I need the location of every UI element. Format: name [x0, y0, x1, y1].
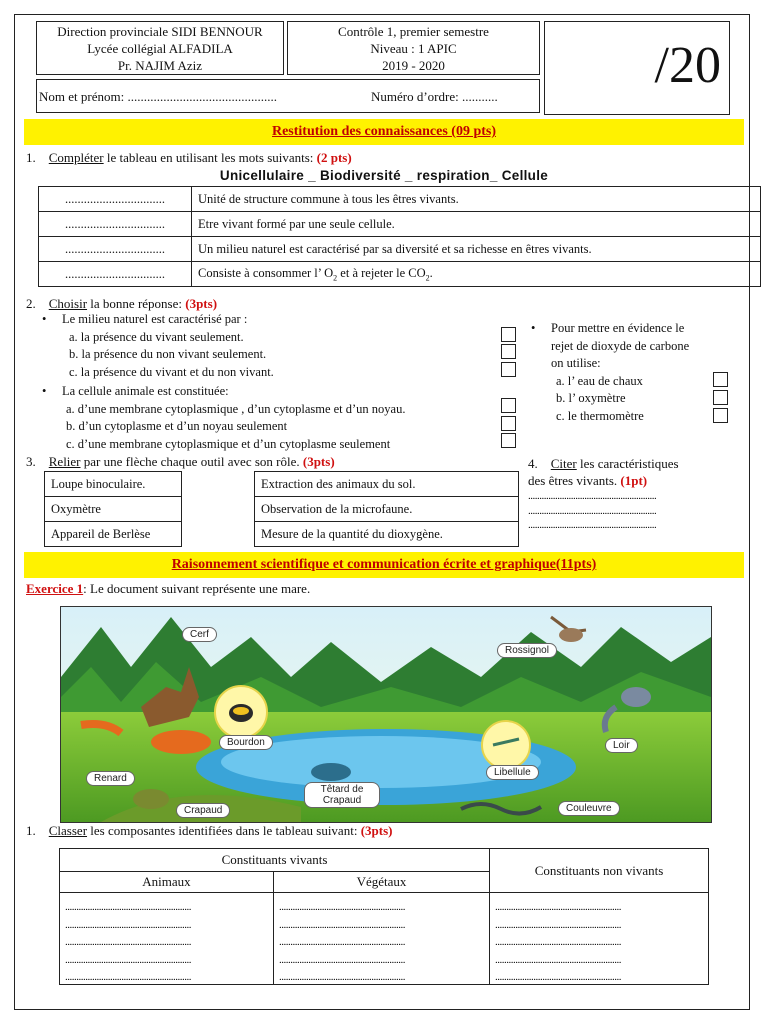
label-rossignol: Rossignol	[497, 643, 557, 658]
header-animals: Animaux	[60, 872, 274, 893]
exercise-1-intro: Exercice 1: Le document suivant représente une mare.	[26, 581, 311, 596]
label-loir: Loir	[605, 738, 638, 753]
mcq-option: a. d’une membrane cytoplasmique , d’un cytoplasme et d’un noyau.	[66, 401, 406, 416]
non-living-column[interactable]: ........................................................ ........................................................ ........................................................ ........................................................ ........................................................	[495, 901, 621, 983]
table-row	[39, 212, 761, 237]
question-3: 3. Relier par une flèche chaque outil avec son rôle. (3pts)	[26, 454, 335, 469]
exam-line: Niveau : 1 APIC	[370, 41, 457, 56]
mcq-question: rejet de dioxyde de carbone	[551, 338, 690, 353]
question-1: 1. Compléter le tableau en utilisant les mots suivants: (2 pts)	[26, 150, 352, 165]
exam-info	[287, 21, 540, 75]
answer-blank[interactable]: ................................	[39, 212, 192, 237]
mcq-question: on utilise:	[551, 356, 601, 370]
label-couleuvre: Couleuvre	[558, 801, 620, 816]
table-row	[39, 262, 761, 287]
mcq-option: b. d’un cytoplasme et d’un noyau seulement	[66, 419, 288, 433]
mcq-question: • Pour mettre en évidence le	[551, 320, 689, 338]
mcq-option: a. l’ eau de chaux	[556, 373, 643, 388]
label-libellule: Libellule	[486, 765, 539, 780]
answer-blank[interactable]: ................................	[39, 262, 192, 287]
school-line: Direction provinciale SIDI BENNOUR	[57, 24, 263, 39]
mcq-option: c. le thermomètre	[556, 408, 644, 423]
role-item[interactable]: Observation de la microfaune.	[255, 497, 519, 522]
answer-blank[interactable]: ................................	[39, 237, 192, 262]
school-line: Pr. NAJIM Aziz	[117, 58, 203, 73]
roles-table	[254, 471, 519, 547]
mcq-option: c. d’une membrane cytoplasmique et d’un cytoplasme seulement	[66, 436, 391, 451]
definitions-table	[38, 186, 761, 287]
exam-line: 2019 - 2020	[382, 58, 445, 73]
label-renard: Renard	[86, 771, 135, 786]
checkbox[interactable]	[713, 390, 728, 405]
checkbox[interactable]	[501, 344, 516, 359]
mcq-option: c. la présence du vivant et du non vivant.	[69, 364, 274, 379]
question-2: 2. Choisir la bonne réponse: (3pts)	[26, 296, 218, 311]
checkbox[interactable]	[713, 372, 728, 387]
table-row	[39, 187, 761, 212]
classification-table	[59, 848, 709, 985]
definition-cell: Consiste à consommer l’ $O_2$ et à rejeter le $CO_2$.	[192, 262, 761, 287]
answer-blank[interactable]: ................................	[39, 187, 192, 212]
mcq-option: b. l’ oxymètre	[556, 391, 626, 405]
order-number-field[interactable]: Numéro d’ordre: ...........	[371, 89, 498, 104]
tools-table	[44, 471, 182, 547]
header-non-living: Constituants non vivants	[490, 849, 708, 893]
checkbox[interactable]	[501, 398, 516, 413]
school-info	[36, 21, 284, 75]
definition-cell: Un milieu naturel est caractérisé par sa diversité et sa richesse en êtres vivants.	[192, 237, 761, 262]
score-total: /20	[654, 37, 721, 94]
checkbox[interactable]	[501, 416, 516, 431]
name-field[interactable]: Nom et prénom: ..............................................	[39, 89, 277, 104]
exam-line: Contrôle 1, premier semestre	[338, 24, 489, 39]
tool-item[interactable]: Appareil de Berlèse	[45, 522, 182, 547]
mcq-block-3	[551, 320, 689, 425]
mcq-block-1	[62, 311, 405, 453]
pond-scene	[61, 607, 711, 822]
word-list: Unicellulaire _ Biodiversité _ respiration_ Cellule	[219, 168, 549, 183]
plants-column[interactable]: ........................................................ ........................................................ ........................................................ ........................................................ ........................................................	[279, 901, 405, 983]
answer-line[interactable]: .........................................................	[528, 504, 657, 517]
school-line: Lycée collégial ALFADILA	[87, 41, 233, 56]
animals-column[interactable]: ........................................................ ........................................................ ........................................................ ........................................................ ........................................................	[65, 901, 191, 983]
label-crapaud: Crapaud	[176, 803, 230, 818]
student-info	[36, 79, 540, 113]
column-divider	[489, 893, 490, 985]
checkbox[interactable]	[501, 433, 516, 448]
mcq-option: b. la présence du non vivant seulement.	[69, 347, 267, 361]
table-row	[39, 237, 761, 262]
section-title-1: Restitution des connaissances (09 pts)	[24, 119, 744, 145]
exercise-question-1: 1. Classer les composantes identifiées dans le tableau suivant: (3pts)	[26, 823, 393, 838]
header-plants: Végétaux	[274, 872, 490, 893]
column-divider	[273, 893, 274, 985]
checkbox[interactable]	[501, 362, 516, 377]
pond-illustration	[60, 606, 712, 823]
mcq-option: a. la présence du vivant seulement.	[69, 329, 244, 344]
score-box	[544, 21, 730, 115]
question-4: 4. Citer les caractéristiques des êtres vivants. (1pt) ......................................................... ......................................................... .........................................................	[528, 456, 679, 531]
label-tetard: Têtard de Crapaud	[304, 782, 380, 808]
role-item[interactable]: Mesure de la quantité du dioxygène.	[255, 522, 519, 547]
label-cerf: Cerf	[182, 627, 217, 642]
definition-cell: Unité de structure commune à tous les êtres vivants.	[192, 187, 761, 212]
header-living: Constituants vivants	[60, 849, 490, 872]
role-item[interactable]: Extraction des animaux du sol.	[255, 472, 519, 497]
section-title-2: Raisonnement scientifique et communication écrite et graphique(11pts)	[24, 552, 744, 578]
definition-cell: Etre vivant formé par une seule cellule.	[192, 212, 761, 237]
checkbox[interactable]	[713, 408, 728, 423]
checkbox[interactable]	[501, 327, 516, 342]
answer-line[interactable]: .........................................................	[528, 519, 657, 531]
tool-item[interactable]: Loupe binoculaire.	[45, 472, 182, 497]
tool-item[interactable]: Oxymètre	[45, 497, 182, 522]
mcq-question: • La cellule animale est constituée:	[62, 383, 405, 401]
label-bourdon: Bourdon	[219, 735, 273, 750]
answer-line[interactable]: .........................................................	[528, 490, 657, 502]
mcq-question: • Le milieu naturel est caractérisé par :	[62, 311, 405, 329]
